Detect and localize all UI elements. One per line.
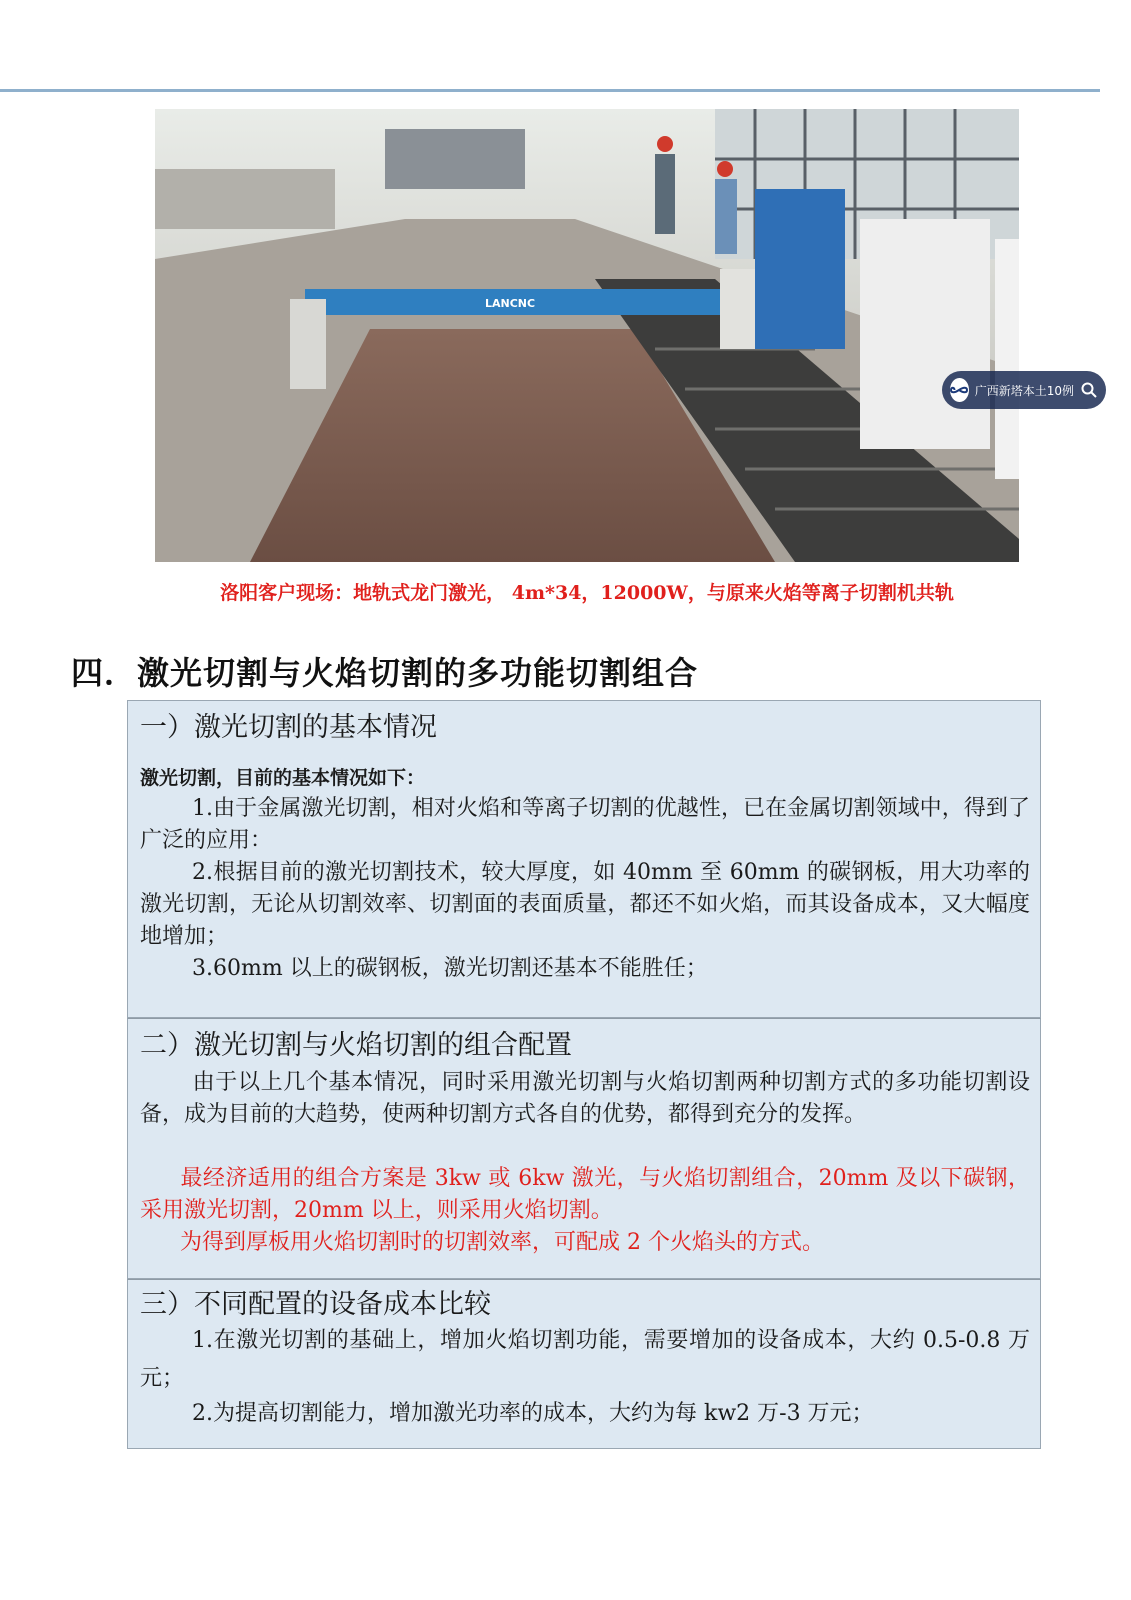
search-icon[interactable] — [1080, 381, 1098, 399]
svg-text:LANCNC: LANCNC — [485, 297, 536, 310]
box1-title: 一）激光切割的基本情况 — [140, 712, 437, 743]
combined-config-box — [127, 1018, 1041, 1279]
cost-comparison-box — [127, 1279, 1041, 1449]
box1-item-3: 3.60mm 以上的碳钢板，激光切割还基本不能胜任； — [192, 956, 708, 981]
section-heading: 四．激光切割与火焰切割的多功能切割组合 — [71, 654, 699, 692]
box2-red-note-1: 最经济适用的组合方案是 3kw 或 6kw 激光，与火焰切割组合，20mm 及以下碳钢，采用激光切割，20mm 以上，则采用火焰切割。 — [140, 1166, 1030, 1223]
factory-photo — [155, 109, 1074, 562]
box3-item-2: 2.为提高切割能力，增加激光功率的成本，大约为每 kw2 万-3 万元； — [192, 1401, 874, 1426]
box1-intro: 激光切割，目前的基本情况如下： — [140, 767, 426, 789]
box2-red-note-2: 为得到厚板用火焰切割时的切割效率，可配成 2 个火焰头的方式。 — [180, 1230, 824, 1255]
overlay-label: 广西新塔本土10例 — [974, 383, 1074, 398]
box3-title: 三）不同配置的设备成本比较 — [140, 1289, 491, 1320]
box2-paragraph: 由于以上几个基本情况，同时采用激光切割与火焰切割两种切割方式的多功能切割设备，成为目前的大趋势，使两种切割方式各自的优势，都得到充分的发挥。 — [140, 1070, 1030, 1127]
header-rule — [0, 89, 1100, 92]
box1-item-1: 1.由于金属激光切割，相对火焰和等离子切割的优越性，已在金属切割领域中，得到了广泛的应用： — [140, 796, 1030, 853]
overlay-badge[interactable] — [942, 371, 1106, 409]
box3-item-1: 1.在激光切割的基础上，增加火焰切割功能，需要增加的设备成本，大约 0.5-0.8 万元； — [140, 1328, 1030, 1391]
box1-item-2: 2.根据目前的激光切割技术，较大厚度，如 40mm 至 60mm 的碳钢板，用大功率的激光切割，无论从切割效率、切割面的表面质量，都还不如火焰，而其设备成本，又大幅度地增加； — [140, 860, 1030, 949]
infinity-logo-icon — [950, 378, 969, 402]
box2-title: 二）激光切割与火焰切割的组合配置 — [140, 1030, 572, 1061]
photo-caption: 洛阳客户现场：地轨式龙门激光， 4m*34，12000W，与原来火焰等离子切割机共轨 — [220, 582, 954, 604]
basic-situation-box — [127, 700, 1041, 1018]
